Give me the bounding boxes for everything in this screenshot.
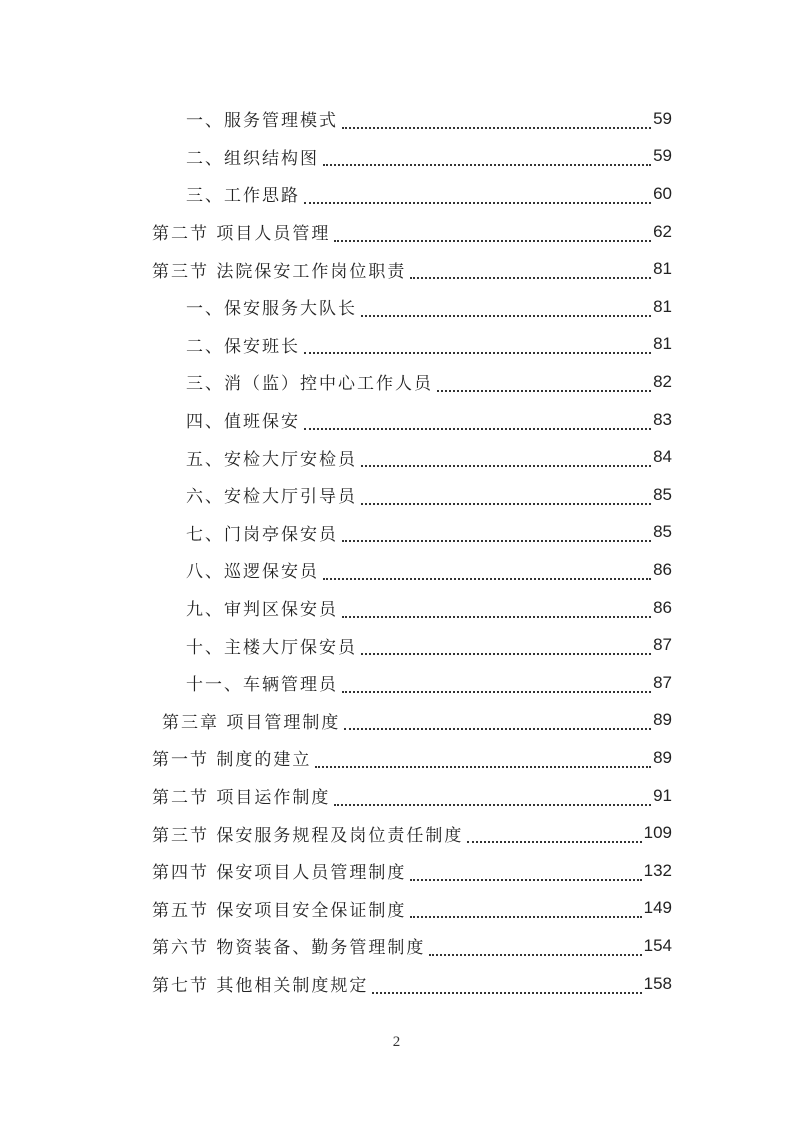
toc-entry-title: 第七节 其他相关制度规定 [152,976,369,997]
toc-entry-page: 85 [653,484,672,504]
toc-entry-page: 85 [653,522,672,542]
toc-entry[interactable] [186,664,672,702]
toc-entry[interactable] [152,852,672,890]
toc-entry-title: 一、保安服务大队长 [186,299,357,320]
toc-entry-page: 91 [653,785,672,805]
dot-leader [467,819,641,843]
toc-entry-page: 86 [653,559,672,579]
toc-entry[interactable] [152,739,672,777]
toc-entry-title: 五、安检大厅安检员 [186,449,357,470]
toc-entry[interactable] [186,100,672,138]
dot-leader [342,669,651,693]
toc-entry[interactable] [186,401,672,439]
toc-entry[interactable] [186,438,672,476]
toc-entry[interactable] [186,138,672,176]
toc-entry-page: 86 [653,597,672,617]
dot-leader [342,518,651,542]
toc-entry-title: 第二节 项目运作制度 [152,788,331,809]
dot-leader [361,293,651,317]
toc-entry-title: 第一节 制度的建立 [152,750,312,771]
dot-leader [410,255,651,279]
toc-entry[interactable] [152,927,672,965]
dot-leader [372,970,641,994]
toc-entry-title: 二、保安班长 [186,336,300,357]
toc-entry-title: 十、主楼大厅保安员 [186,637,357,658]
toc-entry[interactable] [152,213,672,251]
toc-entry-page: 158 [643,973,672,993]
dot-leader [323,142,651,166]
toc-entry-page: 81 [653,259,672,279]
dot-leader [410,857,641,881]
dot-leader [315,744,651,768]
dot-leader [437,368,651,392]
dot-leader [342,594,651,618]
toc-entry-page: 154 [643,935,672,955]
toc-entry-page: 62 [653,221,672,241]
toc-entry[interactable] [152,965,672,1003]
toc-entry-title: 四、值班保安 [186,412,300,433]
toc-entry[interactable] [186,175,672,213]
page-number: 2 [392,1034,401,1050]
toc-entry-title: 一、服务管理模式 [186,111,338,132]
toc-entry-page: 89 [653,710,672,730]
dot-leader [410,894,641,918]
toc-entry-title: 十一、车辆管理员 [186,675,338,696]
dot-leader [304,330,651,354]
toc-entry-title: 第三章 项目管理制度 [162,712,341,733]
toc-entry-page: 59 [653,146,672,166]
toc-entry-page: 81 [653,296,672,316]
toc-entry[interactable] [186,363,672,401]
dot-leader [361,631,651,655]
toc-entry[interactable] [186,288,672,326]
toc-entry-title: 七、门岗亭保安员 [186,524,338,545]
toc-entry[interactable] [152,250,672,288]
toc-entry-page: 87 [653,672,672,692]
toc-entry-page: 132 [643,860,672,880]
toc-entry[interactable] [152,777,672,815]
toc-entry-page: 59 [653,108,672,128]
toc-entry-title: 九、审判区保安员 [186,600,338,621]
dot-leader [361,443,651,467]
toc-entry-page: 60 [653,183,672,203]
dot-leader [304,180,651,204]
toc-entry[interactable] [186,589,672,627]
toc-entry[interactable] [162,702,672,740]
dot-leader [342,105,651,129]
dot-leader [429,932,641,956]
toc-entry-title: 第四节 保安项目人员管理制度 [152,863,407,884]
dot-leader [304,406,651,430]
toc-entry-title: 第二节 项目人员管理 [152,224,331,245]
toc-entry-page: 81 [653,334,672,354]
toc-entry-title: 三、工作思路 [186,186,300,207]
toc-entry-page: 89 [653,747,672,767]
toc-entry[interactable] [186,626,672,664]
toc-entry[interactable] [152,890,672,928]
toc-entry-title: 第六节 物资装备、勤务管理制度 [152,938,426,959]
dot-leader [344,706,651,730]
toc-entry-page: 87 [653,635,672,655]
toc-entry-title: 六、安检大厅引导员 [186,487,357,508]
toc-entry-title: 第五节 保安项目安全保证制度 [152,900,407,921]
toc-entry-title: 第三节 法院保安工作岗位职责 [152,261,407,282]
toc-entry-page: 83 [653,409,672,429]
toc-entry-page: 149 [643,898,672,918]
toc-entry[interactable] [186,514,672,552]
toc-entry[interactable] [186,326,672,364]
toc-entry[interactable] [152,814,672,852]
toc-entry-title: 第三节 保安服务规程及岗位责任制度 [152,825,464,846]
toc-entry-title: 三、消（监）控中心工作人员 [186,374,433,395]
toc-entry-title: 二、组织结构图 [186,148,319,169]
toc-entry-page: 84 [653,447,672,467]
dot-leader [361,481,651,505]
dot-leader [334,218,651,242]
toc-entry[interactable] [186,476,672,514]
dot-leader [334,782,651,806]
toc-entry-page: 109 [643,823,672,843]
toc-entry-title: 八、巡逻保安员 [186,562,319,583]
dot-leader [323,556,651,580]
toc-entry[interactable] [186,551,672,589]
toc-entry-page: 82 [653,371,672,391]
